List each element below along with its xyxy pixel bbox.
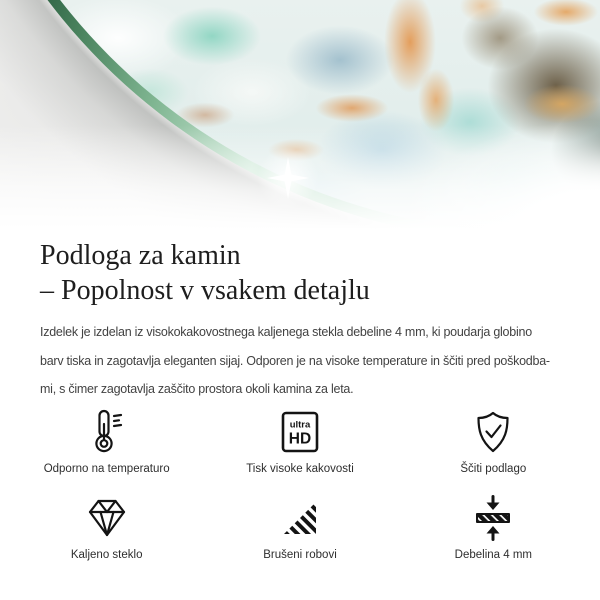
title-line-1: Podloga za kamin [40,240,241,271]
title-line-2: – Popolnost v vsakem detajlu [40,275,370,306]
feature-label: Odporno na temperaturo [43,462,170,475]
thickness-icon [473,495,513,541]
description-line-2: barv tiska in zagotavlja eleganten sijaj. Odporen je na visoke temperature in ščiti pred poškodba- [40,353,550,368]
description-line-1: Izdelek je izdelan iz visokokakovostnega kaljenega stekla debeline 4 mm, ki poudarja globino [40,325,532,339]
feature-tempered-glass [10,495,203,561]
feature-polished-edges [203,495,396,561]
diamond-icon [84,498,130,538]
thermometer-icon [87,409,127,455]
ultra-hd-icon [280,410,320,454]
description-line-3: mi, s čimer zagotavlja zaščito prostora okoli kamina za leta. [40,382,354,396]
feature-label: Tisk visoke kakovosti [246,462,354,475]
feature-protects-base [397,409,590,475]
page-title [40,238,560,308]
feature-label: Ščiti podlago [460,462,527,475]
brushed-edges-icon [279,497,321,539]
ultra-hd-badge-top: ultra [289,419,311,430]
feature-label: Brušeni robovi [263,548,337,561]
ultra-hd-badge-bottom: HD [288,430,312,447]
feature-label: Kaljeno steklo [70,548,143,561]
product-photo [0,0,600,232]
feature-label: Debelina 4 mm [454,548,532,561]
shield-check-icon [473,410,513,454]
feature-thickness [397,495,590,561]
feature-grid [10,409,590,561]
product-description [40,318,560,404]
photo-bottom-fade [0,0,600,232]
feature-print-quality [203,409,396,475]
feature-temperature [10,409,203,475]
content-section [0,238,600,404]
